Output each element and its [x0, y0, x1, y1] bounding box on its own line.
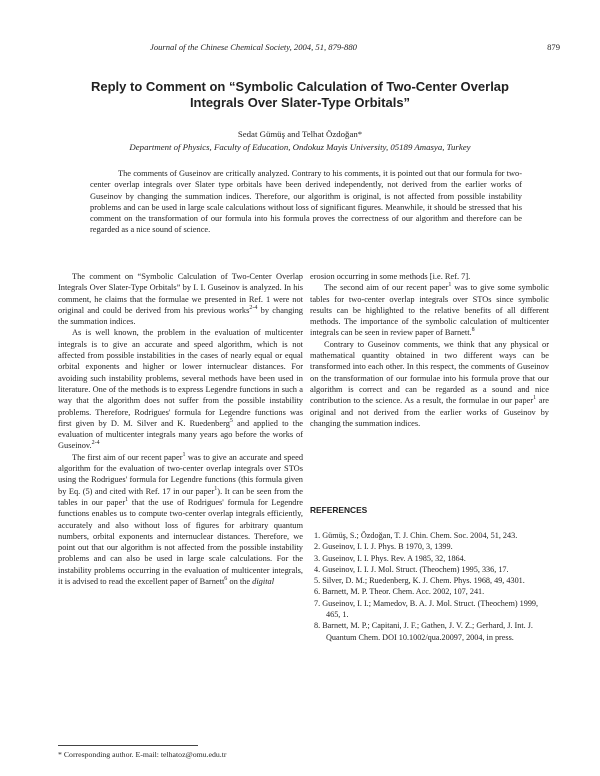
footnote-divider: [58, 745, 198, 746]
right-column: [310, 271, 549, 429]
left-column: [58, 271, 303, 587]
left-paragraph-3: The first aim of our recent paper$^1$ was to give an accurate and speed algorithm for the evaluation of two-center overlap integrals over STOs using the Rodrigues' formula for Legendre functions (this formula given by Eq. (5) and cited with Ref. 17 in our paper$^1$). It can be seen from the tables in our paper$^1$ that the use of Rodrigues' formula for Legendre functions enables us to compute two-center overlap integrals efficiently, accurately and also without loss of figures for arbitrary quantum numbers, orbital exponents and internuclear distances. Therefore, we point out that our algorithm is not affected from the possible instability problems and can also be used in large scale calculations. For the instability problems occurring in the evaluation of multicenter integrals, it is advised to read the excellent paper of Barnett$^6$ on the digital: [58, 451, 304, 587]
right-paragraph-2: The second aim of our recent paper$^1$ was to give some symbolic tables for two-center overlap integrals over STOs since symbolic results can be highlighted to the relative benefits of all different methods. The importance of the symbolic calculation of multicenter integrals can be seen in review paper of Barnett.$^8$: [310, 282, 550, 338]
title-line-1: Reply to Comment on “Symbolic Calculation of Two-Center Overlap: [91, 79, 509, 94]
references-heading: REFERENCES: [310, 505, 368, 515]
left-paragraph-1: The comment on “Symbolic Calculation of Two-Center Overlap Integrals Over Slater-Type Orbitals” by I. I. Guseinov is analyzed. In his comment, he claims that the formulae we presented in Ref. 1 were not original and could be derived from his previous works$^{2-4}$ by changing the summation indices.: [58, 272, 303, 327]
reference-item: 8. Barnett, M. P.; Capitani, J. F.; Gathen, J. V. Z.; Gerhard, J. Int. J. Quantum Chem. DOI 10.1002/qua.20097, 2004, in press.: [314, 621, 533, 642]
journal-citation: Journal of the Chinese Chemical Society, 2004, 51, 879-880: [150, 42, 357, 52]
running-header: [150, 42, 560, 52]
reference-item: 6. Barnett, M. P. Theor. Chem. Acc. 2002, 107, 241.: [314, 587, 485, 597]
reference-item: 5. Silver, D. M.; Ruedenberg, K. J. Chem. Phys. 1968, 49, 4301.: [314, 576, 525, 586]
left-paragraph-2: As is well known, the problem in the evaluation of multicenter integrals is to give an accurate and speed algorithm, which is not affected from possible instabilities in the cases of nearly equal or equal orbital exponents and higher or lower internuclear distances. For avoiding such instability problems, several methods have been used in literature. One of the methods is to express Legendre functions in such a way that the algorithm does not suffer from the possible instability problems. Therefore, Rodrigues' formula for Legendre functions was first given by D. M. Silver and K. Ruedenberg$^5$ and applied to the evaluation of multicenter integrals many years ago before the works of Guseinov.$^{2-4}$: [58, 328, 303, 451]
reference-item: 3. Guseinov, I. I. Phys. Rev. A 1985, 32, 1864.: [314, 553, 466, 563]
corresponding-author-footnote: * Corresponding author. E-mail: telhatoz@omu.edu.tr: [58, 750, 227, 759]
reference-item: 7. Guseinov, I. I.; Mamedov, B. A. J. Mol. Struct. (Theochem) 1999, 465, 1.: [314, 598, 539, 620]
right-paragraph-3: Contrary to Guseinov comments, we think that any physical or mathematical quantity obtained in two different ways can be transformed into each other. In this respect, the comments of Guseinov on the transformation of our formulae into his formula prove that our algorithm is correct and can be regarded as a sound and nice contribution to the science. As a result, the formulae in our paper$^1$ are original and not derived from the earlier works of Guseinov by changing the summation indices.: [310, 339, 549, 428]
references-list: [310, 530, 549, 643]
authors: Sedat Gümüş and Telhat Özdoğan*: [237, 129, 363, 139]
reference-item: 1. Gümüş, S.; Özdoğan, T. J. Chin. Chem. Soc. 2004, 51, 243.: [314, 531, 518, 540]
affiliation: Department of Physics, Faculty of Education, Ondokuz Mayis University, 05189 Amasya, Turkey: [129, 142, 471, 152]
abstract: The comments of Guseinov are critically analyzed. Contrary to his comments, it is pointed out that our formula for two-center overlap integrals over Slater type orbitals have been derived independently, not derived from the earlier works of Guseinov by changing the summation indices. Therefore, our algorithm is original, is not affected from possible instability problems and can be used in large scale calculations without loss of significant figures. Meanwhile, it should be stressed that his comment on the transformation of our formula into his formula proves the correctness of our algorithm and therefore can be regarded as a nice sound of science.: [90, 169, 522, 235]
title-line-2: Integrals Over Slater-Type Orbitals”: [189, 95, 411, 110]
right-paragraph-1: erosion occurring in some methods [i.e. Ref. 7].: [310, 272, 471, 281]
reference-item: 2. Guseinov, I. I. J. Phys. B 1970, 3, 1399.: [314, 542, 453, 552]
article-title: [70, 79, 530, 111]
reference-item: 4. Guseinov, I. I. J. Mol. Struct. (Theochem) 1995, 336, 17.: [314, 564, 509, 574]
page-number: 879: [547, 42, 560, 52]
